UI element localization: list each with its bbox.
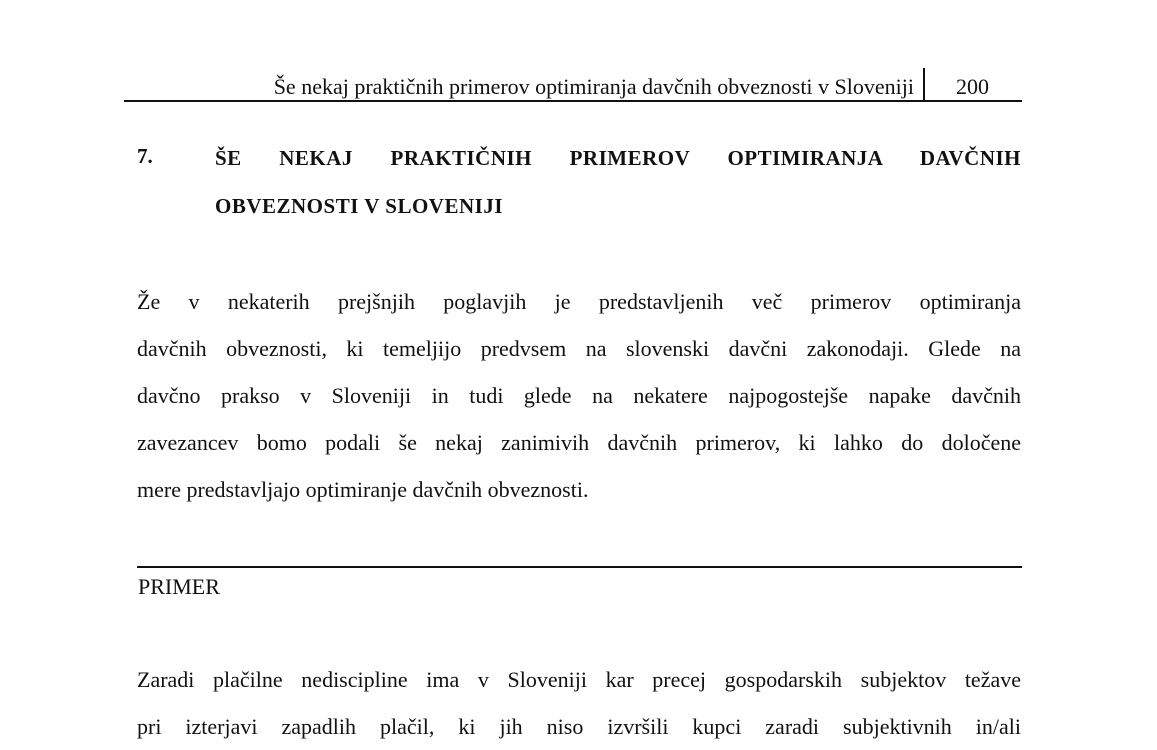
page-number: 200 [956, 74, 989, 99]
paragraph-line: davčno prakso v Sloveniji in tudi glede na nekatere najpogostejše napake davčnih [137, 383, 1021, 408]
header-separator [923, 68, 925, 100]
chapter-title-line: OBVEZNOSTI V SLOVENIJI [215, 194, 503, 218]
paragraph-line: davčnih obveznosti, ki temeljijo predvsem na slovenski davčni zakonodaji. Glede na [137, 336, 1021, 361]
body-paragraph [137, 278, 1021, 513]
example-label: PRIMER [138, 574, 220, 599]
header-title: Še nekaj praktičnih primerov optimiranja davčnih obveznosti v Sloveniji [273, 74, 914, 99]
chapter-title [215, 134, 1021, 230]
running-header [124, 68, 1022, 102]
paragraph-line: Že v nekaterih prejšnjih poglavjih je predstavljenih več primerov optimiranja [137, 289, 1021, 314]
paragraph-line: zavezancev bomo podali še nekaj zanimivih davčnih primerov, ki lahko do določene [137, 430, 1021, 455]
chapter-number: 7. [137, 144, 153, 168]
paragraph-line: pri izterjavi zapadlih plačil, ki jih niso izvršili kupci zaradi subjektivnih in/ali [137, 714, 1021, 739]
example-divider [137, 566, 1022, 568]
paragraph-line: Zaradi plačilne nediscipline ima v Sloveniji kar precej gospodarskih subjektov težave [137, 667, 1021, 692]
example-paragraph [137, 656, 1021, 750]
chapter-title-line: ŠE NEKAJ PRAKTIČNIH PRIMEROV OPTIMIRANJA DAVČNIH [215, 146, 1021, 170]
paragraph-line: mere predstavljajo optimiranje davčnih obveznosti. [137, 477, 589, 502]
